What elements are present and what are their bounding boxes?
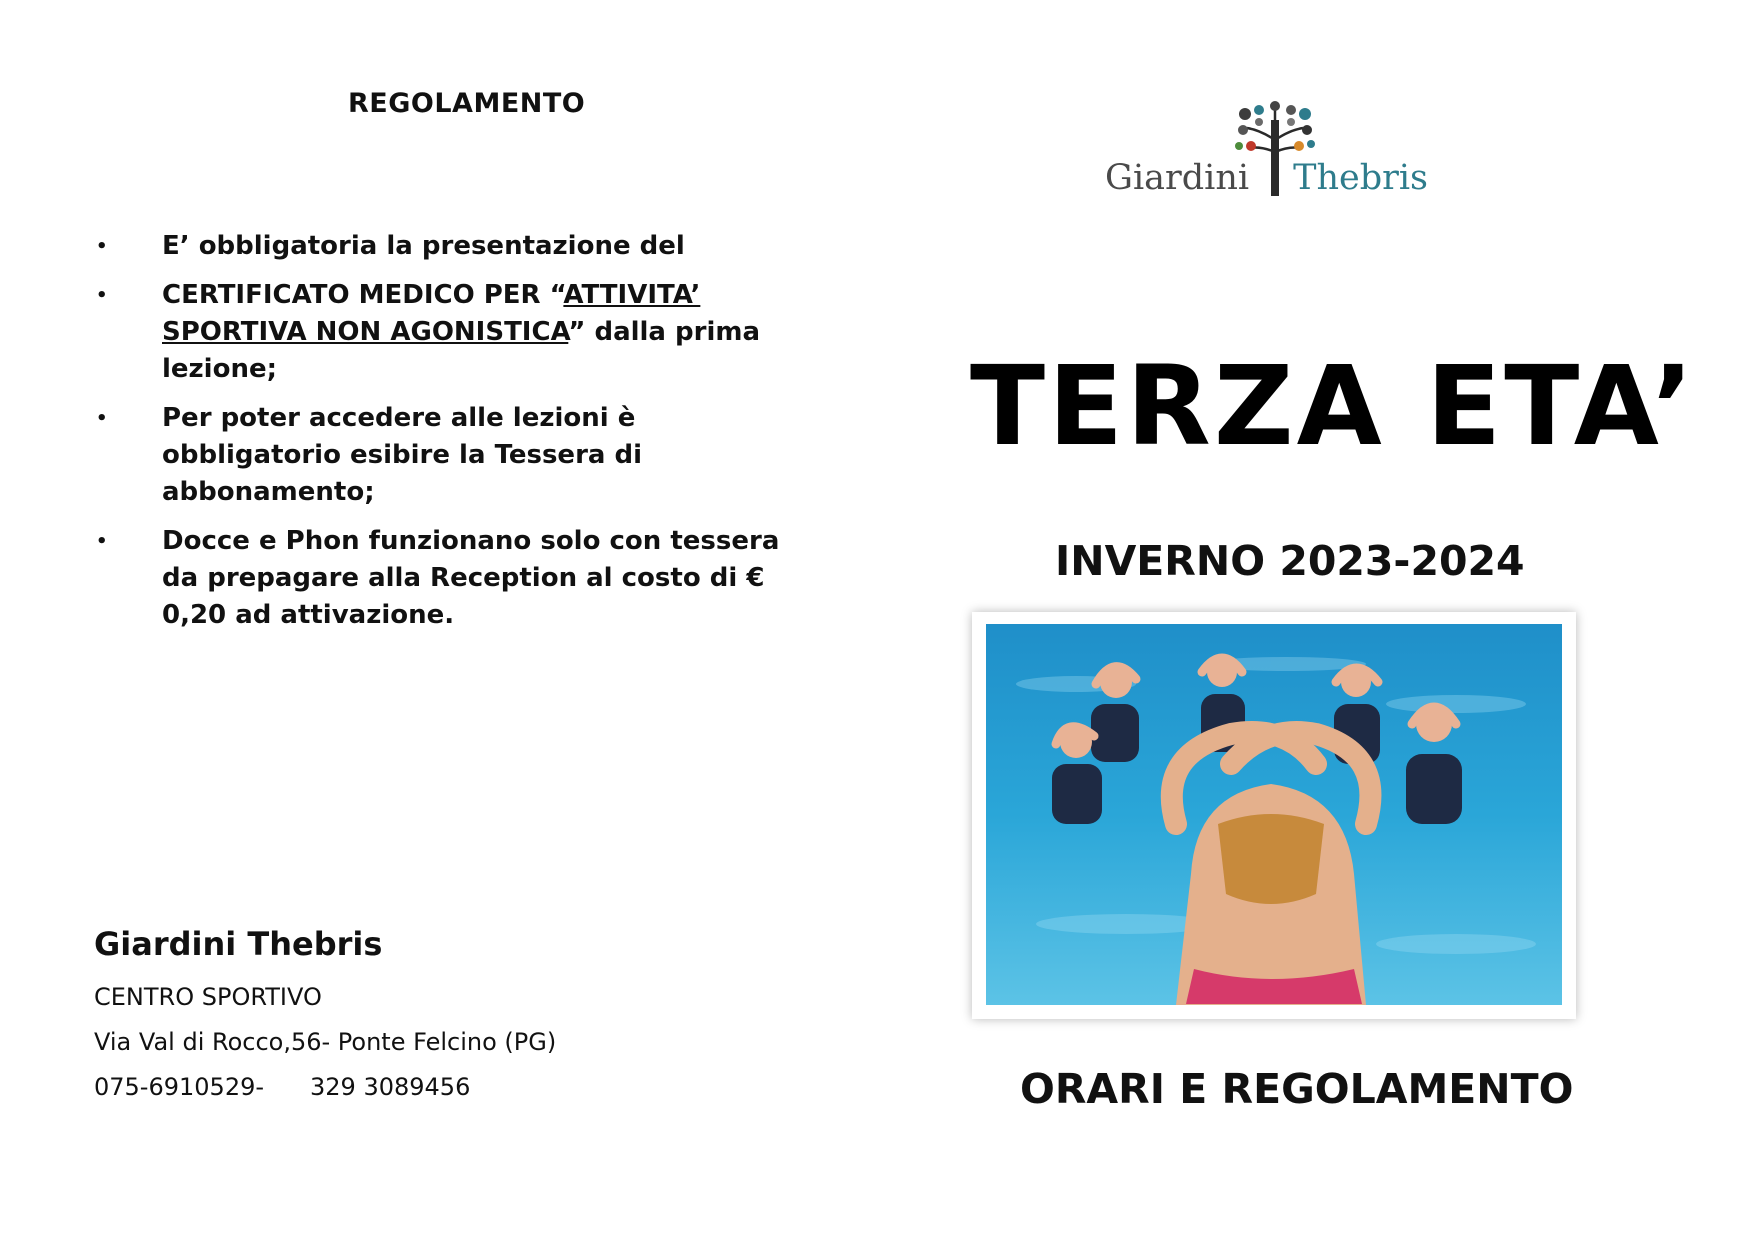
- phone-mobile: 329 3089456: [310, 1073, 471, 1101]
- rule-item: [96, 400, 816, 511]
- rule-item: [96, 228, 816, 265]
- brand-logo: [1105, 100, 1485, 210]
- bullet-icon: •: [96, 285, 108, 306]
- photo-frame: [972, 612, 1576, 1019]
- bullet-icon: •: [96, 531, 108, 552]
- schedule-subtitle: ORARI E REGOLAMENTO: [1020, 1065, 1574, 1113]
- phone-landline: 075-6910529-: [94, 1073, 265, 1101]
- rule-text: ” dalla prima lezione;: [162, 317, 761, 384]
- center-address: Via Val di Rocco,56- Ponte Felcino (PG): [94, 1028, 557, 1056]
- rules-list: [96, 228, 816, 646]
- logo-word-thebris: Thebris: [1293, 158, 1428, 198]
- rule-text-underlined: SPORTIVA NON AGONISTICA: [162, 317, 569, 347]
- logo-wordmark: [1105, 158, 1485, 198]
- rule-item: [96, 523, 816, 634]
- page-title: TERZA ETA’: [970, 342, 1697, 470]
- rule-text: CERTIFICATO MEDICO PER “: [162, 280, 564, 310]
- bullet-icon: •: [96, 408, 108, 429]
- water-aerobics-photo: [986, 624, 1562, 1005]
- center-phones: [94, 1073, 470, 1101]
- season-label: INVERNO 2023-2024: [1055, 537, 1525, 585]
- rule-text: Docce e Phon funzionano solo con tessera da prepagare alla Reception al costo di € 0,20 ad attivazione.: [162, 526, 780, 630]
- rule-text: E’ obbligatoria la presentazione del: [162, 231, 685, 261]
- center-name: Giardini Thebris: [94, 925, 383, 963]
- rule-text-underlined: ATTIVITA’: [563, 280, 701, 310]
- rule-text: Per poter accedere alle lezioni è obbligatorio esibire la Tessera di abbonamento;: [162, 403, 643, 507]
- bullet-icon: •: [96, 236, 108, 257]
- center-type: CENTRO SPORTIVO: [94, 983, 322, 1011]
- logo-word-giardini: Giardini: [1105, 158, 1250, 198]
- rules-heading: REGOLAMENTO: [348, 88, 586, 119]
- rule-item: [96, 277, 816, 388]
